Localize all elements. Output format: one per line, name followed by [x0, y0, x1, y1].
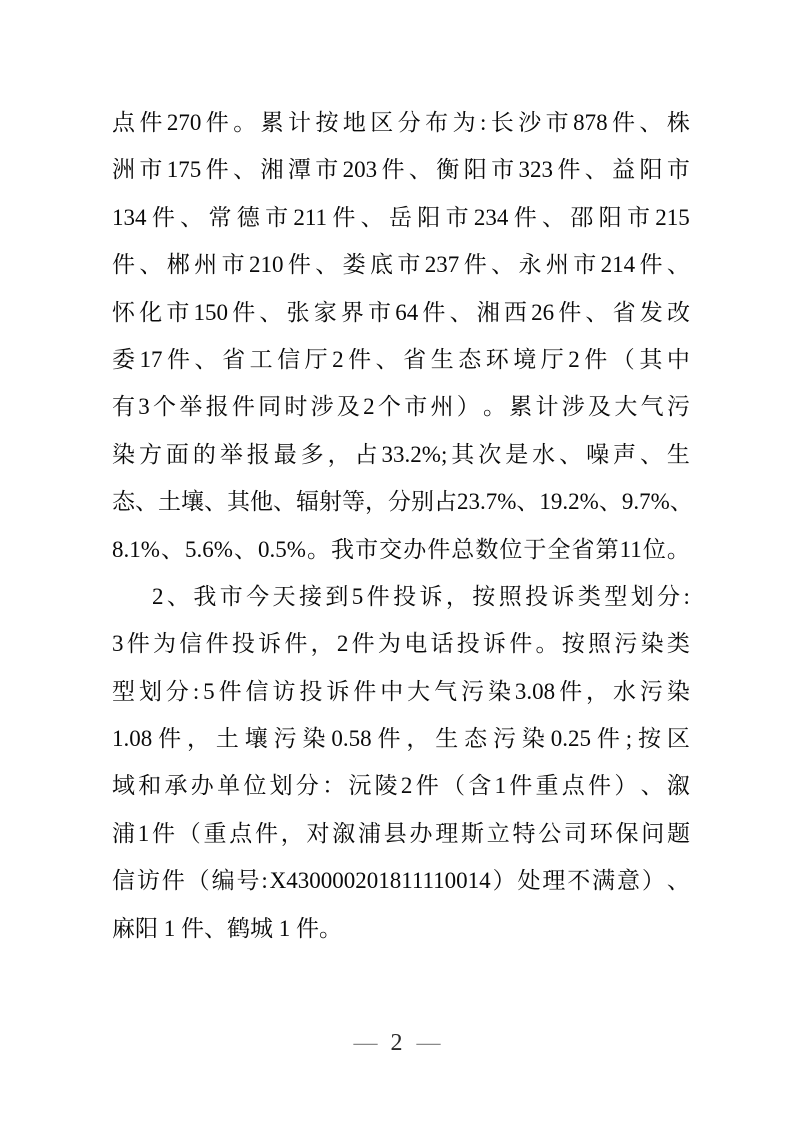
page-number-left-dash: — — [353, 1030, 377, 1056]
document-line-2: 洲 市 175 件 、 湘 潭 市 203 件 、 衡 阳 市 323 件 、 益 阳 市 — [112, 157, 690, 183]
page-number — [0, 1026, 793, 1060]
document-line-14: 1.08 件 ， 土 壤 污 染 0.58 件 ， 生 态 污 染 0.25 件 ; 按 区 — [112, 726, 690, 752]
document-line-15: 域 和 承 办 单 位 划 分 ： 沅 陵 2 件 （ 含 1 件 重 点 件 ） 、 溆 — [112, 773, 690, 799]
document-line-1: 点 件 270 件 。 累 计 按 地 区 分 布 为 : 长 沙 市 878 件 、 株 — [112, 110, 690, 135]
document-line-9: 态 、 土 壤 、 其 他 、 辐 射 等 ， 分 别 占 23.7% 、 19.2% 、 9.7% 、 — [112, 489, 693, 515]
document-line-3: 134 件 、 常 德 市 211 件 、 岳 阳 市 234 件 、 邵 阳 市 215 — [112, 204, 690, 230]
document-text-block — [112, 99, 693, 952]
document-line-13: 型 划 分 : 5 件 信 访 投 诉 件 中 大 气 污 染 3.08 件 ， 水 污 染 — [112, 678, 690, 704]
document-line-8: 染 方 面 的 举 报 最 多 ， 占 33.2%; 其 次 是 水 、 噪 声 、 生 — [112, 441, 690, 467]
document-line-16: 浦 1 件 （ 重 点 件 ， 对 溆 浦 县 办 理 斯 立 特 公 司 环 保 问 题 — [112, 820, 690, 846]
document-line-18-paragraph-end: 麻阳 1 件、鹤城 1 件。 — [112, 915, 342, 941]
document-line-12: 3 件 为 信 件 投 诉 件 ， 2 件 为 电 话 投 诉 件 。 按 照 污 染 类 — [112, 631, 690, 657]
document-line-11-paragraph-start: 2 、 我 市 今 天 接 到 5 件 投 诉 ， 按 照 投 诉 类 型 划 分 : — [152, 583, 690, 609]
document-line-10: 8.1% 、 5.6% 、 0.5% 。 我 市 交 办 件 总 数 位 于 全 省 第 11 位 。 — [112, 536, 690, 562]
document-line-17: 信 访 件 （ 编 号 : X430000201811110014 ） 处 理 不 满 意 ） 、 — [112, 868, 690, 894]
document-line-5: 怀 化 市 150 件 、 张 家 界 市 64 件 、 湘 西 26 件 、 省 发 改 — [112, 299, 690, 325]
page-number-right-dash: — — [416, 1030, 440, 1056]
document-line-4: 件 、 郴 州 市 210 件 、 娄 底 市 237 件 、 永 州 市 214 件 、 — [112, 252, 690, 278]
page-number-value: 2 — [390, 1030, 403, 1056]
document-line-7: 有 3 个 举 报 件 同 时 涉 及 2 个 市 州 ） 。 累 计 涉 及 大 气 污 — [112, 394, 690, 420]
document-line-6: 委 17 件 、 省 工 信 厅 2 件 、 省 生 态 环 境 厅 2 件 （ 其 中 — [112, 346, 690, 372]
